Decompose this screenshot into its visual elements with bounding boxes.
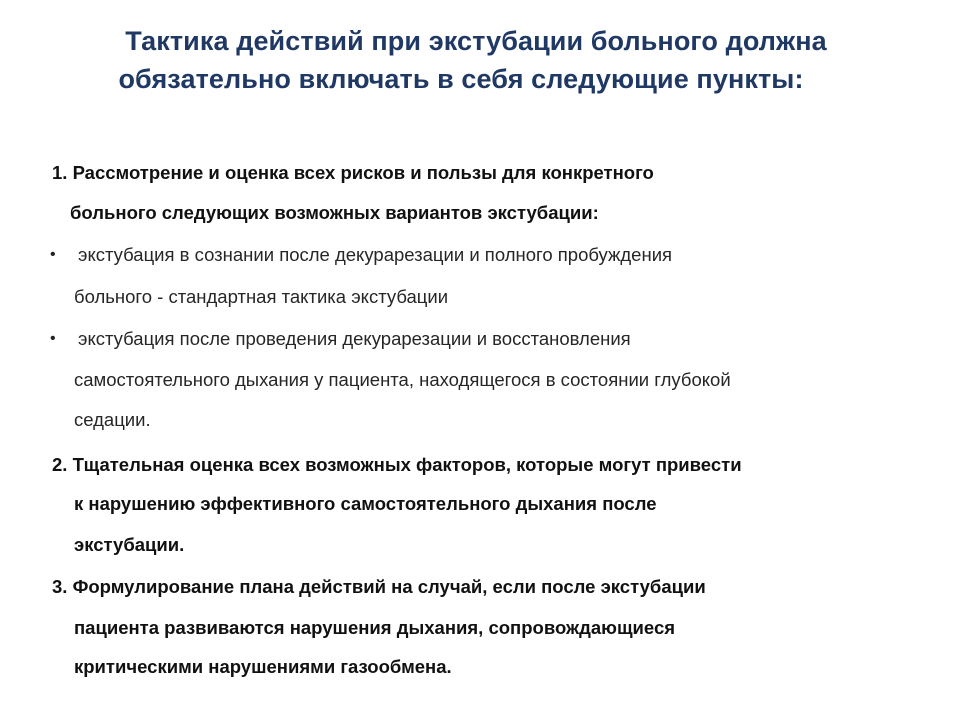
bullet-a-line-1: экстубация в сознании после декурарезации и полного пробуждения	[78, 244, 673, 265]
item-1-line-1: 1. Рассмотрение и оценка всех рисков и пользы для конкретного	[52, 162, 654, 183]
item-2-line-3: экстубации.	[74, 534, 185, 555]
item-2-line-1: 2. Тщательная оценка всех возможных факторов, которые могут привести	[52, 454, 742, 475]
title-line-1: Тактика действий при экстубации больного должна	[125, 26, 827, 56]
bullet-a-line-2: больного - стандартная тактика экстубации	[74, 286, 449, 307]
bullet-b-line-1: экстубация после проведения декурарезации и восстановления	[78, 328, 631, 349]
bullet-a-marker: •	[50, 246, 56, 263]
bullet-b-marker: •	[50, 330, 56, 347]
item-3-line-1: 3. Формулирование плана действий на случай, если после экстубации	[52, 576, 706, 597]
item-3-line-2: пациента развиваются нарушения дыхания, сопровождающиеся	[74, 617, 676, 638]
item-3-line-3: критическими нарушениями газообмена.	[74, 656, 452, 677]
item-1-line-2: больного следующих возможных вариантов экстубации:	[70, 202, 599, 223]
item-2-line-2: к нарушению эффективного самостоятельного дыхания после	[74, 493, 657, 514]
bullet-b-line-2: самостоятельного дыхания у пациента, находящегося в состоянии глубокой	[74, 369, 731, 390]
title-line-2: обязательно включать в себя следующие пункты:	[118, 64, 804, 94]
bullet-b-line-3: седации.	[74, 409, 151, 430]
